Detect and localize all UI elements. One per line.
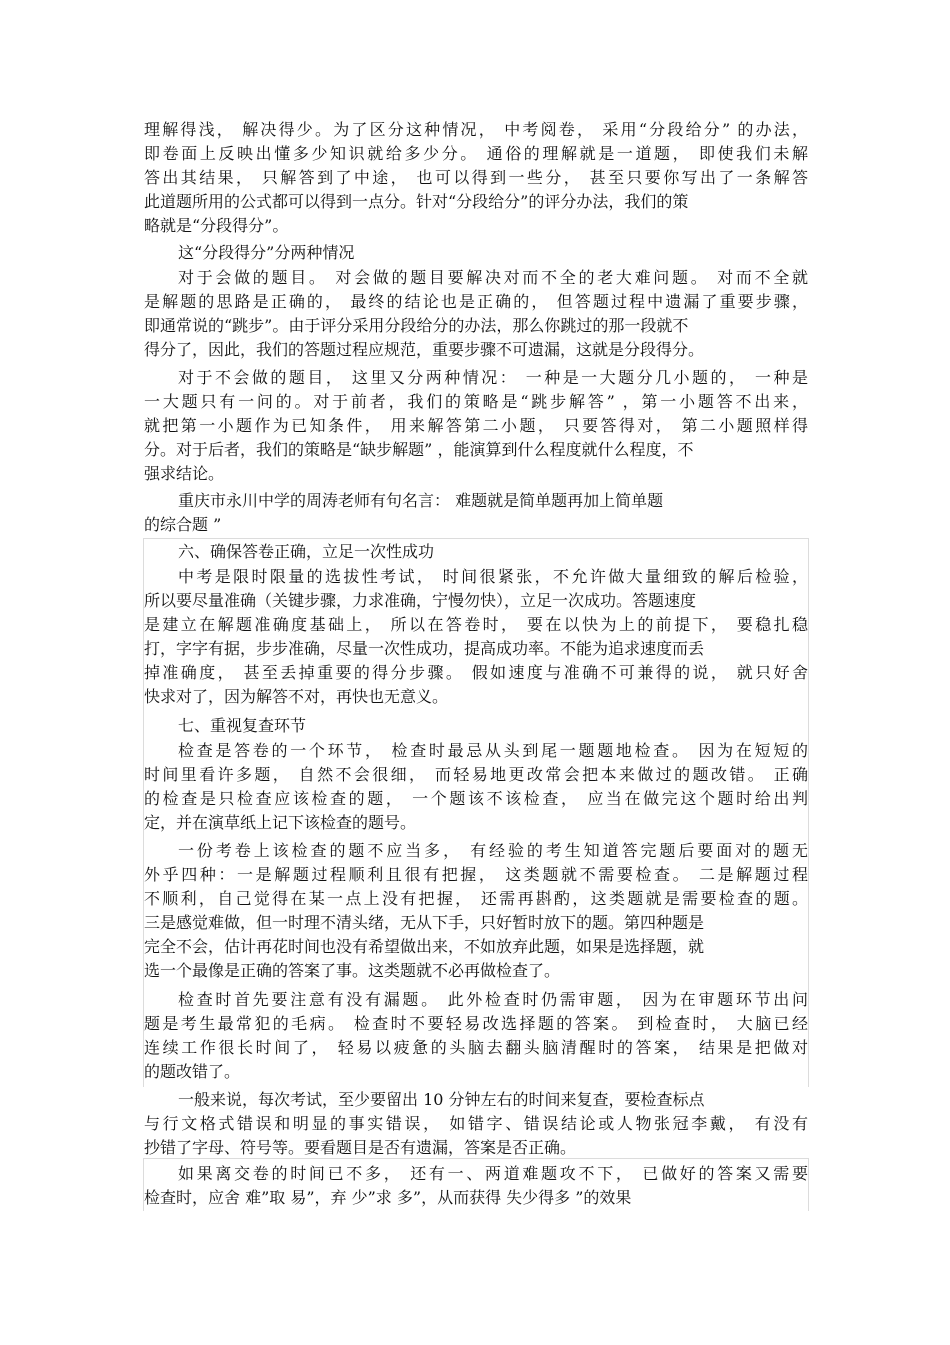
text-line: 检查是答卷的一个环节， 检查时最忌从头到尾一题题地检查。 因为在短短的: [178, 741, 808, 760]
text-line: 答出其结果， 只解答到了中途， 也可以得到一些分， 甚至只要你写出了一条解答: [144, 168, 808, 187]
text-line: 连续工作很长时间了， 轻易以疲惫的头脑去翻头脑清醒时的答案， 结果是把做对: [144, 1038, 808, 1057]
text-line: 的题改错了。: [144, 1062, 241, 1081]
text-line: 时间里看许多题， 自然不会很细， 而轻易地更改常会把本来做过的题改错。 正确: [144, 765, 808, 784]
paragraph-accuracy: [144, 565, 808, 709]
text-line: 一大题只有一问的。对于前者，我们的策略是“跳步解答” ，第一小题答不出来，: [144, 392, 808, 411]
text-line: 一份考卷上该检查的题不应当多， 有经验的考生知道答完题后要面对的题无: [178, 841, 808, 860]
text-line: 外乎四种：一是解题过程顺利且很有把握， 这类题就不需要检查。 二是解题过程: [144, 865, 808, 884]
text-line: 检查时，应舍 难”取 易”，弃 少”求 多”，从而获得 失少得多 ”的效果: [144, 1188, 632, 1207]
paragraph-review: [144, 739, 808, 835]
text-line: 七、重视复查环节: [178, 716, 307, 735]
text-line: 略就是“分段得分”。: [144, 216, 289, 235]
text-line: 是建立在解题准确度基础上， 所以在答卷时， 要在以快为上的前提下， 要稳扎稳: [144, 615, 808, 634]
paragraph-four-kinds: [144, 839, 808, 983]
text-line: 重庆市永川中学的周涛老师有句名言： 难题就是简单题再加上简单题: [178, 491, 664, 510]
text-line: 的检查是只检查应该检查的题， 一个题该不该检查， 应当在做完这个题时给出判: [144, 789, 808, 808]
text-line: 即通常说的“跳步”。由于评分采用分段给分的办法，那么你跳过的那一段就不: [144, 316, 689, 335]
section-heading-seven: [144, 714, 808, 738]
text-line: 选一个最像是正确的答案了事。这类题就不必再做检查了。: [144, 961, 561, 980]
text-line: 快求对了，因为解答不对，再快也无意义。: [144, 687, 449, 706]
paragraph-two-cases: [144, 241, 808, 265]
text-line: 定，并在演草纸上记下该检查的题号。: [144, 813, 417, 832]
text-line: 所以要尽量准确（关键步骤，力求准确，宁慢勿快），立足一次成功。答题速度: [144, 591, 697, 610]
text-line: 对于不会做的题目， 这里又分两种情况： 一种是一大题分几小题的， 一种是: [178, 368, 808, 387]
paragraph-scoring-method: [144, 118, 808, 238]
text-line: 即卷面上反映出懂多少知识就给多少分。 通俗的理解就是一道题， 即使我们未解: [144, 144, 808, 163]
text-line: 抄错了字母、符号等。要看题目是否有遗漏，答案是否正确。: [144, 1138, 577, 1157]
text-line: 六、确保答卷正确，立足一次性成功: [178, 542, 435, 561]
text-line: 此道题所用的公式都可以得到一点分。针对“分段给分”的评分办法，我们的策: [144, 192, 689, 211]
text-line: 完全不会，估计再花时间也没有希望做出来，不如放弃此题，如果是选择题，就: [144, 937, 705, 956]
text-line: 得分了，因此，我们的答题过程应规范，重要步骤不可遗漏，这就是分段得分。: [144, 340, 705, 359]
text-line: 不顺利，自己觉得在某一点上没有把握， 还需再斟酌，这类题就是需要检查的题。: [144, 889, 808, 908]
text-line: 如果离交卷的时间已不多， 还有一、两道难题攻不下， 已做好的答案又需要: [178, 1164, 808, 1183]
text-line: 分。对于后者，我们的策略是“缺步解题” ，能演算到什么程度就什么程度，不: [144, 440, 694, 459]
text-line: 三是感觉难做，但一时理不清头绪，无从下手，只好暂时放下的题。第四种题是: [144, 913, 705, 932]
text-line: 检查时首先要注意有没有漏题。 此外检查时仍需审题， 因为在审题环节出问: [178, 990, 808, 1009]
paragraph-unknown-questions: [144, 366, 808, 486]
text-line: 是解题的思路是正确的， 最终的结论也是正确的， 但答题过程中遗漏了重要步骤，: [144, 292, 808, 311]
text-line: 理解得浅， 解决得少。为了区分这种情况， 中考阅卷， 采用“分段给分” 的办法，: [144, 120, 808, 139]
text-line: 一般来说，每次考试，至少要留出 10 分钟左右的时间来复查，要检查标点: [178, 1090, 705, 1109]
text-line: 题是考生最常犯的毛病。 检查时不要轻易改选择题的答案。 到检查时， 大脑已经: [144, 1014, 808, 1033]
paragraph-quote: [144, 489, 808, 537]
text-line: 打，字字有据，步步准确，尽量一次性成功，提高成功率。不能为追求速度而丢: [144, 639, 705, 658]
text-line: 就把第一小题作为已知条件， 用来解答第二小题， 只要答得对， 第二小题照样得: [144, 416, 808, 435]
paragraph-time-reserve: [144, 1088, 808, 1160]
paragraph-final-strategy: [144, 1162, 808, 1210]
text-line: 中考是限时限量的选拔性考试， 时间很紧张，不允许做大量细致的解后检验，: [178, 567, 808, 586]
text-line: 这“分段得分”分两种情况: [178, 243, 355, 262]
text-line: 对于会做的题目。 对会做的题目要解决对而不全的老大难问题。 对而不全就: [178, 268, 808, 287]
text-line: 与行文格式错误和明显的事实错误， 如错字、错误结论或人物张冠李戴， 有没有: [144, 1114, 808, 1133]
text-line: 掉准确度， 甚至丢掉重要的得分步骤。 假如速度与准确不可兼得的说， 就只好舍: [144, 663, 808, 682]
section-heading-six: [144, 540, 808, 564]
text-line: 的综合题 ”: [144, 515, 222, 534]
text-line: 强求结论。: [144, 464, 225, 483]
paragraph-missed-questions: [144, 988, 808, 1084]
paragraph-known-questions: [144, 266, 808, 362]
